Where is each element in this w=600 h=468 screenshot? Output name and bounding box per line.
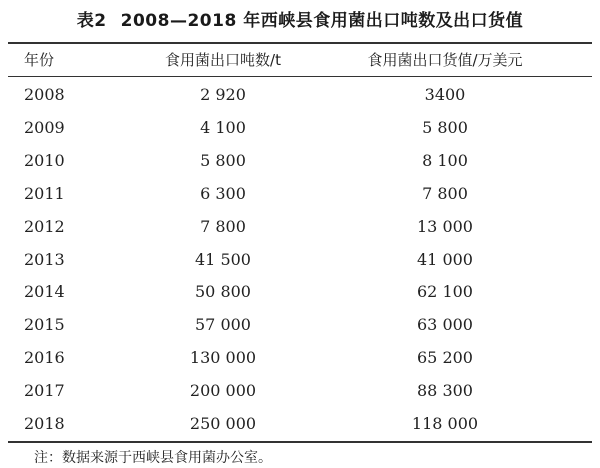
table-row bbox=[8, 211, 592, 243]
row-year: 2016 bbox=[24, 348, 65, 368]
table-row bbox=[8, 145, 592, 177]
header-rule bbox=[8, 76, 592, 77]
row-year: 2014 bbox=[24, 282, 65, 302]
row-export-value: 63 000 bbox=[417, 315, 473, 335]
row-export-tons: 7 800 bbox=[200, 216, 246, 236]
row-year: 2010 bbox=[24, 150, 65, 170]
header-export-tons: 食用菌出口吨数/t bbox=[165, 51, 281, 69]
row-export-tons: 130 000 bbox=[189, 348, 257, 368]
table-row bbox=[8, 178, 592, 210]
table-row bbox=[8, 112, 592, 144]
row-export-value: 88 300 bbox=[417, 381, 473, 401]
table-row bbox=[8, 276, 592, 308]
row-export-tons: 50 800 bbox=[195, 282, 251, 302]
row-export-value: 3400 bbox=[424, 85, 466, 104]
row-export-tons: 2 920 bbox=[200, 85, 246, 104]
table-header-row bbox=[8, 44, 592, 76]
row-year: 2015 bbox=[24, 315, 65, 335]
row-export-value: 62 100 bbox=[417, 282, 473, 302]
table-title bbox=[0, 6, 600, 31]
row-year: 2013 bbox=[24, 249, 65, 269]
row-year: 2008 bbox=[24, 85, 65, 104]
table-row bbox=[8, 408, 592, 440]
table-row bbox=[8, 342, 592, 374]
row-export-tons: 5 800 bbox=[200, 150, 246, 170]
row-year: 2012 bbox=[24, 216, 65, 236]
row-export-value: 118 000 bbox=[411, 414, 479, 433]
row-year: 2011 bbox=[24, 183, 65, 203]
row-export-tons: 200 000 bbox=[189, 381, 257, 401]
table-number: 表2 bbox=[76, 11, 107, 31]
row-export-value: 5 800 bbox=[422, 117, 468, 137]
row-export-value: 8 100 bbox=[422, 150, 468, 170]
table-note: 注：数据来源于西峡县食用菌办公室。 bbox=[34, 450, 272, 466]
row-export-value: 65 200 bbox=[417, 348, 473, 368]
row-export-value: 7 800 bbox=[422, 183, 468, 203]
row-export-value: 13 000 bbox=[417, 216, 473, 236]
table-row bbox=[8, 244, 592, 276]
row-year: 2009 bbox=[24, 117, 65, 137]
table-row bbox=[8, 309, 592, 341]
row-export-tons: 6 300 bbox=[200, 183, 246, 203]
row-export-tons: 57 000 bbox=[195, 315, 251, 335]
table-row bbox=[8, 375, 592, 407]
row-year: 2018 bbox=[24, 414, 65, 433]
table-title-text: 2008—2018 年西峡县食用菌出口吨数及出口货值 bbox=[120, 11, 524, 31]
bottom-rule bbox=[8, 441, 592, 443]
row-export-value: 41 000 bbox=[417, 249, 473, 269]
header-export-value: 食用菌出口货值/万美元 bbox=[367, 51, 523, 69]
table-row bbox=[8, 79, 592, 111]
header-year: 年份 bbox=[24, 51, 55, 69]
row-export-tons: 250 000 bbox=[189, 414, 257, 433]
row-export-tons: 41 500 bbox=[195, 249, 251, 269]
row-year: 2017 bbox=[24, 381, 65, 401]
row-export-tons: 4 100 bbox=[200, 117, 246, 137]
